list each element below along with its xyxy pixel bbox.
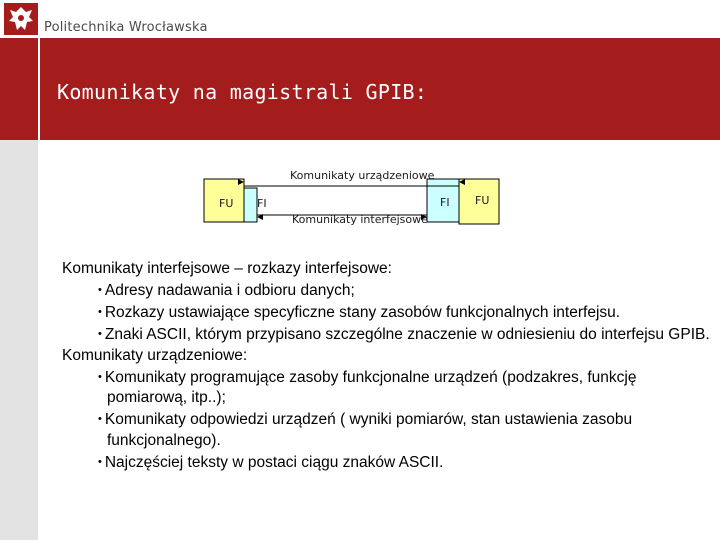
list-item [62,302,712,324]
left-accent-strip [0,38,38,140]
university-name: Politechnika Wrocławska [44,20,208,35]
fi-right-label: FI [440,196,450,209]
bullet-icon: • [98,413,102,426]
slide-title: Komunikaty na magistrali GPIB: [57,80,428,104]
bullet-icon: • [98,327,102,340]
list-item [62,409,712,452]
fu-right-label: FU [475,194,490,207]
bullet-icon: • [98,305,102,318]
gpib-message-diagram [200,165,510,235]
fi-left-label: FI [257,197,267,210]
section-heading-device: Komunikaty urządzeniowe: [62,346,248,364]
bullet-icon: • [98,283,102,296]
fu-left-label: FU [219,197,234,210]
list-item-text: Komunikaty programujące zasoby funkcjonalne urządzeń (podzakres, funkcję pomiarową, itp..); [104,368,637,407]
slide-body [62,259,712,474]
interface-messages-label: Komunikaty interfejsowe [292,213,428,226]
list-item [62,452,712,474]
eagle-shield-logo [4,3,38,35]
list-item [62,367,712,410]
bullet-icon: • [98,456,102,469]
list-item-text: Komunikaty odpowiedzi urządzeń ( wyniki pomiarów, stan ustawienia zasobu funkcjonalnego). [104,411,633,450]
bullet-icon: • [98,370,102,383]
list-item [62,324,712,346]
device-messages-label: Komunikaty urządzeniowe [290,169,435,182]
list-item-text: Znaki ASCII, którym przypisano szczególne znaczenie w odniesieniu do interfejsu GPIB. [104,325,710,343]
left-side-strip [0,140,38,540]
header-bar [0,0,720,38]
fi-left-box [244,188,257,222]
section-heading-interface: Komunikaty interfejsowe – rozkazy interfejsowe: [62,260,392,277]
list-item-text: Najczęściej teksty w postaci ciągu znaków ASCII. [104,454,444,472]
list-item-text: Adresy nadawania i odbioru danych; [104,281,355,299]
list-item-text: Rozkazy ustawiające specyficzne stany zasobów funkcjonalnych interfejsu. [104,303,621,321]
list-item [62,280,712,302]
